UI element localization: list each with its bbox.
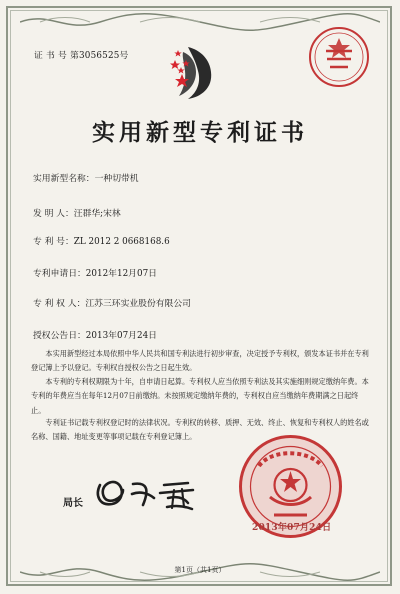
director-signature-icon (92, 478, 198, 512)
certificate-paragraph-3: 专利证书记载专利权登记时的法律状况。专利权的转移、质押、无效、终止、恢复和专利权人的姓名或名称、国籍、地址变更等事项记载在专利登记簿上。 (31, 418, 369, 442)
patent-number-value: ZL 2012 2 0668168.6 (73, 237, 170, 247)
utility-model-name-value: 一种切带机 (94, 174, 139, 184)
certificate-paragraph-2: 本专利的专利权期限为十年，自申请日起算。专利权人应当依照专利法及其实施细则规定缴纳年费。本专利的年费应当在每年12月07日前缴纳。未按照规定缴纳年费的，专利权自应当缴纳年费期满之日起终止。 (31, 377, 369, 415)
inventor-value: 汪群华;宋林 (73, 209, 121, 219)
inventor-label: 发 明 人： (33, 209, 74, 219)
grant-date-label: 授权公告日： (33, 331, 86, 341)
grant-date-row (33, 328, 157, 341)
patentee-value: 江苏三环实业股份有限公司 (85, 299, 191, 309)
director-label: 局长 (63, 498, 83, 509)
certificate-number: 证 书 号 第3056525号 (34, 51, 129, 61)
grant-date-value: 2013年07月24日 (85, 331, 157, 341)
patent-emblem-icon (170, 43, 225, 103)
certificate-title: 实用新型专利证书 (92, 119, 308, 146)
patentee-row (33, 296, 191, 309)
patentee-label: 专 利 权 人： (33, 299, 86, 309)
application-date-row (33, 266, 157, 279)
utility-model-name-label: 实用新型名称： (33, 174, 95, 184)
application-date-label: 专利申请日： (33, 269, 86, 279)
application-date-value: 2012年12月07日 (85, 269, 157, 279)
top-red-seal-icon (306, 24, 372, 90)
utility-model-name-row (33, 171, 139, 184)
inventor-row (33, 206, 121, 219)
page-number: 第1页（共1页） (174, 566, 226, 574)
patent-number-row (33, 234, 170, 247)
certificate-paragraph-1: 本实用新型经过本局依照中华人民共和国专利法进行初步审查，决定授予专利权，颁发本证书并在专利登记簿上予以登记。专利权自授权公告之日起生效。 (31, 349, 369, 373)
seal-date: 2013年07月24日 (252, 523, 332, 533)
patent-number-label: 专 利 号： (33, 237, 74, 247)
